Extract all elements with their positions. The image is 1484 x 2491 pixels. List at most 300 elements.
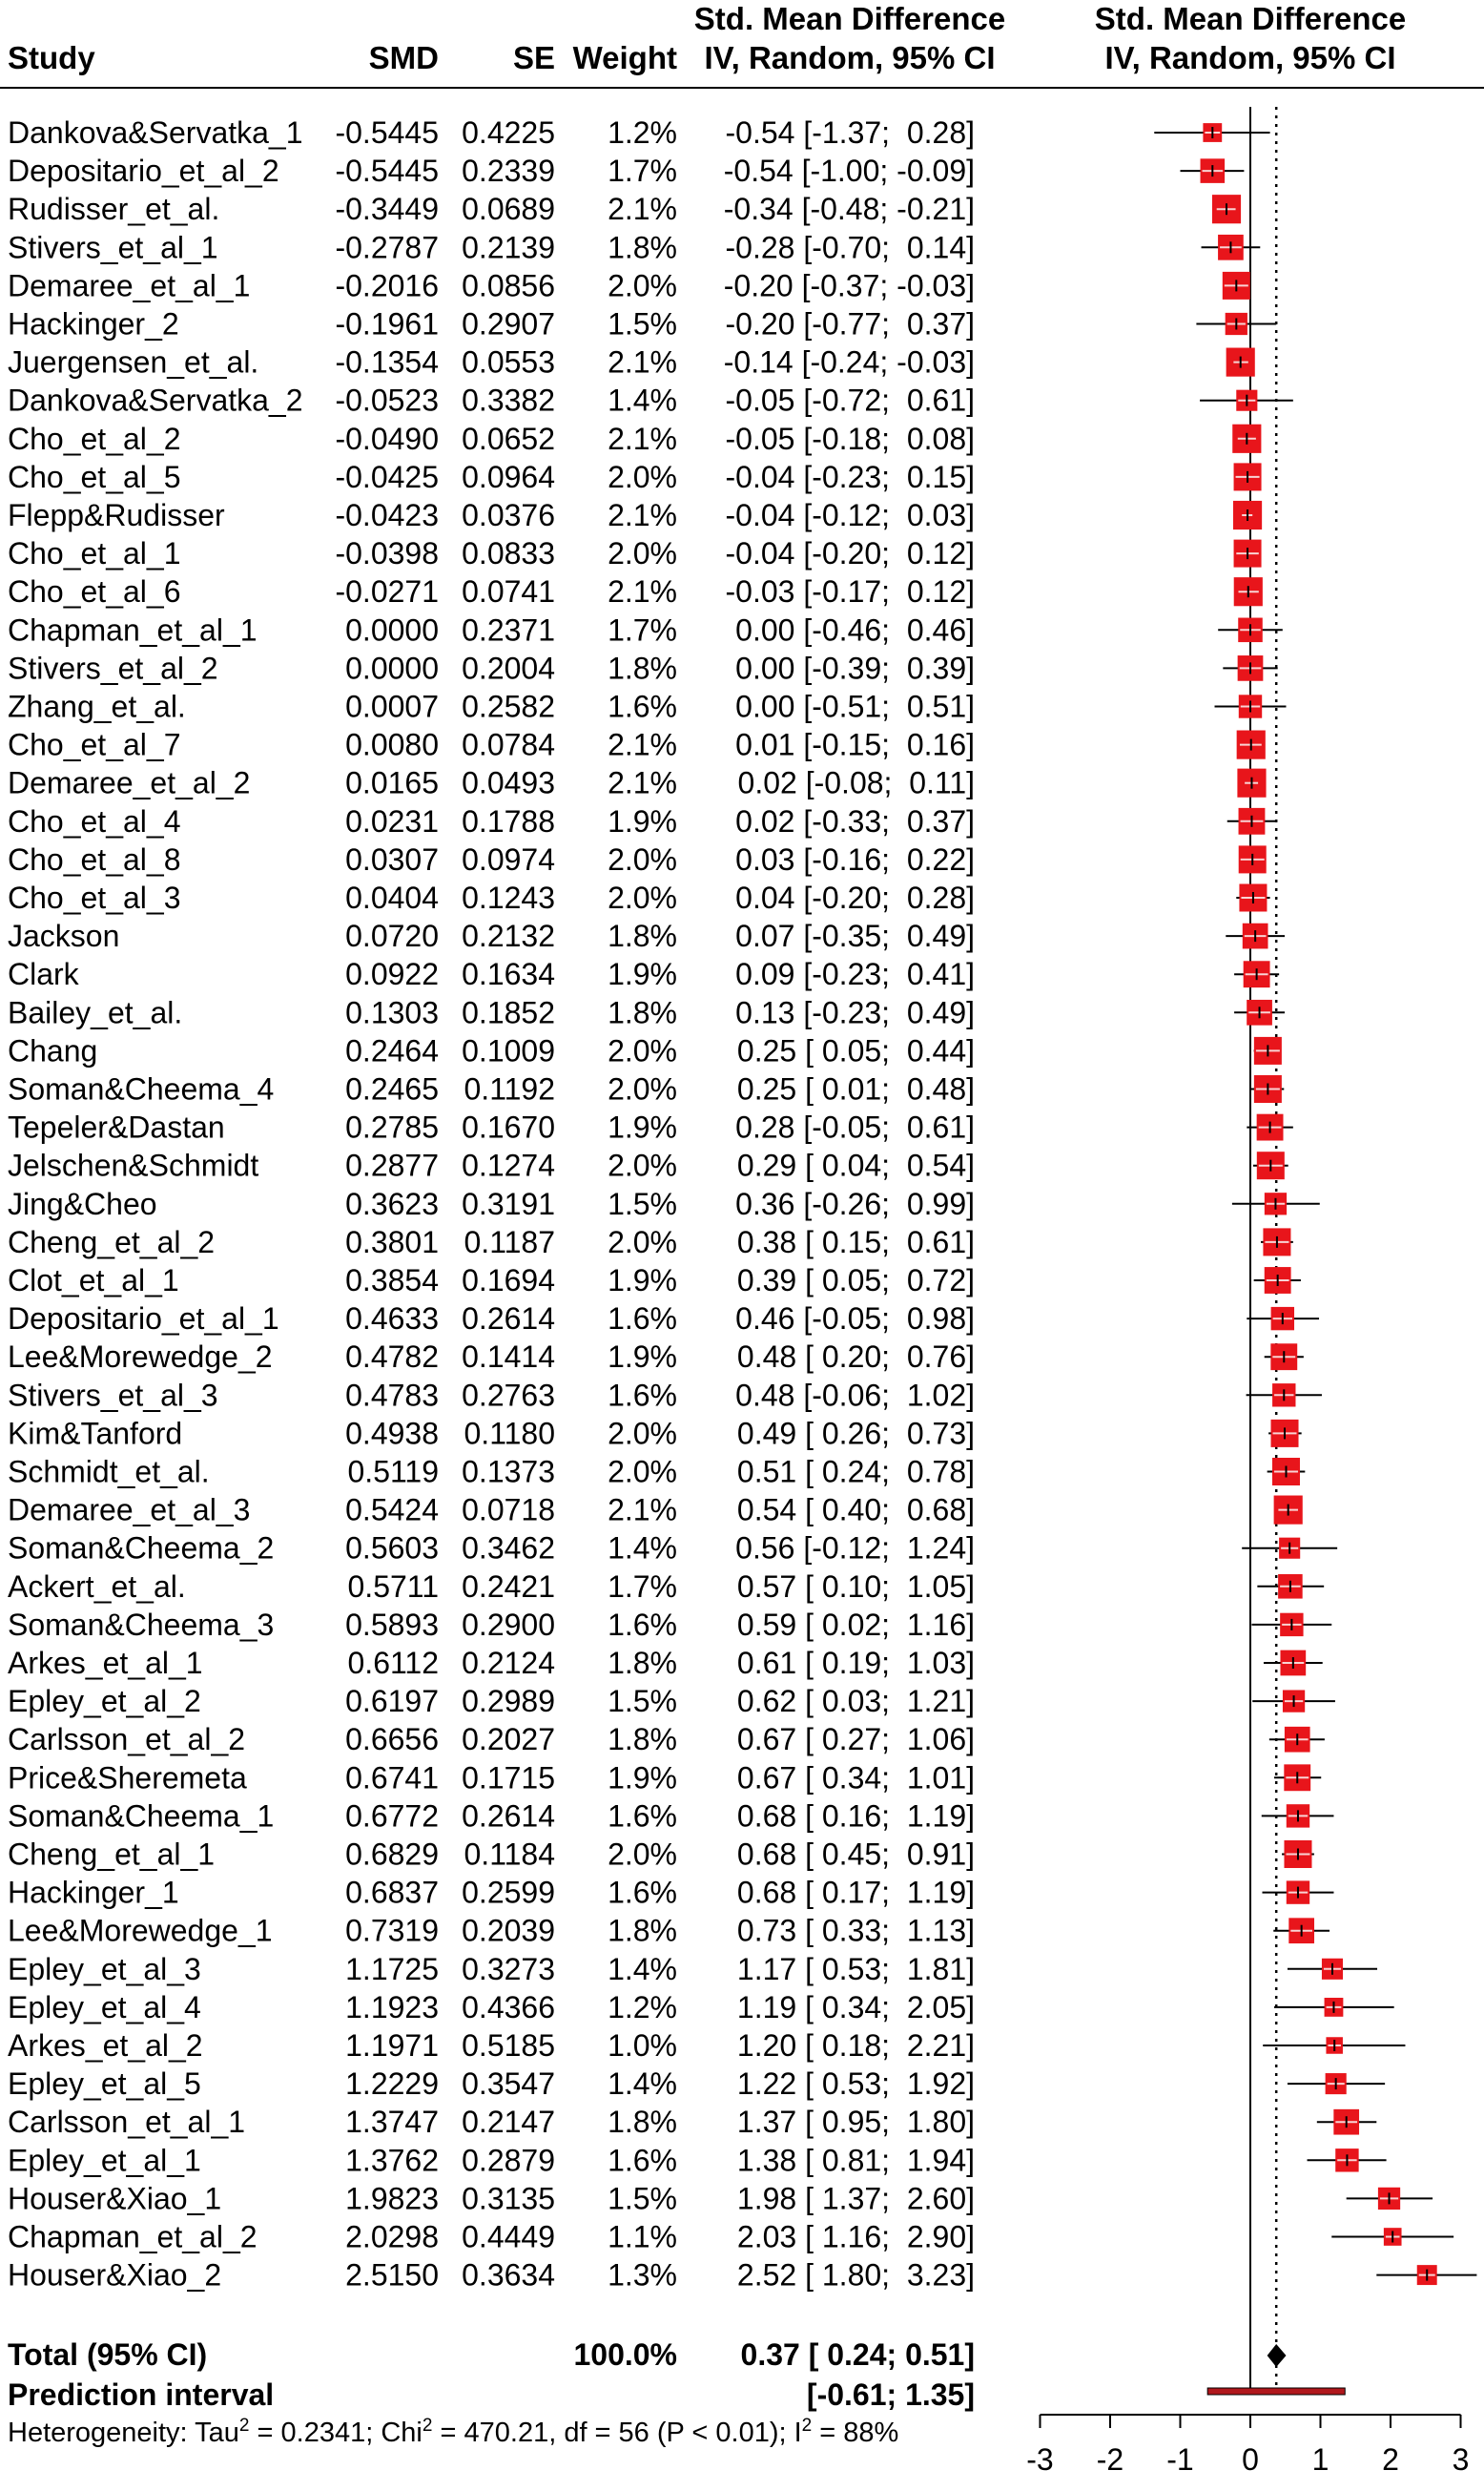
study-smd: 0.4938 bbox=[345, 1416, 439, 1451]
study-name: Lee&Morewedge_1 bbox=[8, 1913, 273, 1948]
study-se: 0.3382 bbox=[462, 383, 555, 418]
study-row bbox=[8, 690, 975, 724]
study-name: Hackinger_1 bbox=[8, 1875, 179, 1910]
prediction-interval-bar bbox=[1207, 2388, 1345, 2395]
study-name: Soman&Cheema_2 bbox=[8, 1530, 275, 1566]
study-weight: 2.0% bbox=[608, 1071, 677, 1107]
study-smd: -0.0423 bbox=[335, 498, 439, 532]
study-name: Carlsson_et_al_2 bbox=[8, 1722, 246, 1757]
study-name: Carlsson_et_al_1 bbox=[8, 2105, 246, 2140]
study-row bbox=[8, 2143, 975, 2177]
study-smd: -0.2016 bbox=[335, 268, 439, 303]
study-se: 0.0553 bbox=[462, 344, 555, 380]
study-smd: 0.6829 bbox=[345, 1837, 439, 1872]
study-ci-text: -0.34 [-0.48; -0.21] bbox=[723, 192, 975, 227]
study-ci-text: 0.68 [ 0.17; 1.19] bbox=[729, 1875, 975, 1910]
study-smd: 0.0000 bbox=[345, 651, 439, 686]
study-row bbox=[8, 230, 975, 264]
study-se: 0.2371 bbox=[462, 612, 555, 648]
study-name: Jackson bbox=[8, 919, 120, 954]
x-axis bbox=[1026, 2415, 1469, 2477]
study-row bbox=[8, 115, 975, 150]
study-smd: 0.1303 bbox=[345, 995, 439, 1030]
study-se: 0.2124 bbox=[462, 1646, 555, 1680]
study-se: 0.3135 bbox=[462, 2181, 555, 2216]
study-se: 0.2900 bbox=[462, 1607, 555, 1642]
study-smd: 0.4783 bbox=[345, 1378, 439, 1413]
study-name: Juergensen_et_al. bbox=[8, 344, 259, 380]
study-smd: -0.1354 bbox=[335, 344, 439, 380]
study-weight: 1.4% bbox=[608, 383, 677, 418]
study-se: 0.4225 bbox=[462, 115, 555, 150]
study-smd: 0.2877 bbox=[345, 1148, 439, 1183]
study-se: 0.1788 bbox=[462, 803, 555, 839]
study-ci-text: 2.03 [ 1.16; 2.90] bbox=[729, 2219, 975, 2254]
study-name: Clot_et_al_1 bbox=[8, 1263, 179, 1297]
study-ci-text: 0.29 [ 0.04; 0.54] bbox=[729, 1148, 975, 1183]
study-row bbox=[8, 1876, 975, 1910]
study-weight: 2.0% bbox=[608, 1416, 677, 1451]
study-se: 0.1373 bbox=[462, 1454, 555, 1489]
header-se: SE bbox=[512, 40, 555, 75]
study-row bbox=[8, 384, 975, 418]
study-row bbox=[8, 2105, 975, 2139]
study-ci-text: 0.36 [-0.26; 0.99] bbox=[727, 1186, 975, 1221]
study-name: Flepp&Rudisser bbox=[8, 498, 225, 532]
study-ci-text: 0.02 [-0.33; 0.37] bbox=[727, 803, 975, 839]
study-se: 0.1009 bbox=[462, 1033, 555, 1069]
study-ci-text: -0.54 [-1.37; 0.28] bbox=[725, 115, 975, 150]
study-se: 0.0964 bbox=[462, 459, 555, 494]
study-ci-text: 0.67 [ 0.34; 1.01] bbox=[729, 1760, 975, 1796]
study-se: 0.2614 bbox=[462, 1798, 555, 1834]
study-ci-text: 0.61 [ 0.19; 1.03] bbox=[729, 1646, 975, 1680]
study-name: Stivers_et_al_3 bbox=[8, 1378, 218, 1413]
study-ci-text: -0.04 [-0.20; 0.12] bbox=[725, 536, 975, 571]
study-weight: 1.9% bbox=[608, 1339, 677, 1375]
study-ci-text: -0.20 [-0.37; -0.03] bbox=[723, 268, 975, 303]
study-weight: 2.0% bbox=[608, 841, 677, 877]
total-diamond bbox=[1268, 2344, 1287, 2367]
study-name: Epley_et_al_2 bbox=[8, 1684, 201, 1719]
study-name: Houser&Xiao_1 bbox=[8, 2181, 222, 2216]
study-row bbox=[8, 1033, 975, 1068]
column-headers bbox=[0, 1, 1484, 88]
study-weight: 2.0% bbox=[608, 1454, 677, 1489]
study-se: 0.2039 bbox=[462, 1913, 555, 1948]
study-smd: 0.0231 bbox=[345, 803, 439, 839]
study-name: Demaree_et_al_1 bbox=[8, 268, 251, 303]
study-ci-text: 0.46 [-0.05; 0.98] bbox=[727, 1301, 975, 1337]
header-study: Study bbox=[8, 40, 95, 75]
study-ci-text: 0.59 [ 0.02; 1.16] bbox=[729, 1607, 975, 1642]
study-name: Depositario_et_al_1 bbox=[8, 1301, 279, 1337]
study-weight: 1.8% bbox=[608, 1722, 677, 1757]
study-weight: 1.9% bbox=[608, 803, 677, 839]
study-name: Cho_et_al_7 bbox=[8, 727, 181, 762]
study-ci-text: 0.62 [ 0.03; 1.21] bbox=[729, 1684, 975, 1719]
study-ci-text: 0.25 [ 0.01; 0.48] bbox=[729, 1071, 975, 1107]
study-row bbox=[8, 1416, 975, 1450]
study-se: 0.2599 bbox=[462, 1875, 555, 1910]
study-weight: 1.3% bbox=[608, 2257, 677, 2293]
study-name: Jing&Cheo bbox=[8, 1186, 157, 1221]
study-se: 0.2614 bbox=[462, 1301, 555, 1337]
study-se: 0.1414 bbox=[462, 1339, 555, 1375]
header-ci-line1: Std. Mean Difference bbox=[693, 1, 1006, 36]
study-smd: 1.3762 bbox=[345, 2143, 439, 2178]
study-row bbox=[8, 345, 975, 380]
study-row bbox=[8, 1111, 975, 1145]
study-weight: 1.6% bbox=[608, 689, 677, 724]
study-smd: 0.5424 bbox=[345, 1492, 439, 1527]
study-name: Epley_et_al_1 bbox=[8, 2143, 201, 2178]
study-name: Cho_et_al_8 bbox=[8, 841, 181, 877]
study-ci-text: 0.09 [-0.23; 0.41] bbox=[727, 957, 975, 992]
study-ci-text: 1.22 [ 0.53; 1.92] bbox=[729, 2066, 975, 2102]
study-ci-text: 0.56 [-0.12; 1.24] bbox=[727, 1530, 975, 1566]
study-smd: 0.5711 bbox=[347, 1568, 439, 1604]
study-ci-text: 2.52 [ 1.80; 3.23] bbox=[729, 2257, 975, 2293]
study-smd: -0.0271 bbox=[335, 574, 439, 610]
study-name: Cho_et_al_4 bbox=[8, 803, 181, 839]
study-se: 0.3191 bbox=[462, 1186, 555, 1221]
study-name: Price&Sheremeta bbox=[8, 1760, 247, 1796]
study-weight: 1.9% bbox=[608, 1110, 677, 1145]
study-smd: 0.6741 bbox=[345, 1760, 439, 1796]
study-name: Demaree_et_al_2 bbox=[8, 765, 251, 800]
study-ci-text: 1.37 [ 0.95; 1.80] bbox=[729, 2105, 975, 2140]
study-weight: 2.0% bbox=[608, 881, 677, 915]
header-ci-line2: IV, Random, 95% CI bbox=[704, 40, 996, 75]
study-smd: 0.0404 bbox=[345, 881, 439, 915]
study-name: Zhang_et_al. bbox=[8, 689, 186, 724]
study-ci-text: 0.00 [-0.46; 0.46] bbox=[727, 612, 975, 648]
study-row bbox=[8, 574, 975, 609]
study-smd: 0.6656 bbox=[345, 1722, 439, 1757]
study-smd: 2.0298 bbox=[345, 2219, 439, 2254]
prediction-ci-text: [-0.61; 1.35] bbox=[806, 2377, 975, 2412]
study-row bbox=[8, 1455, 975, 1489]
study-se: 0.2582 bbox=[462, 689, 555, 724]
x-axis-tick-label: -3 bbox=[1026, 2442, 1054, 2477]
study-weight: 1.6% bbox=[608, 1301, 677, 1337]
study-name: Cho_et_al_2 bbox=[8, 421, 181, 456]
study-weight: 1.7% bbox=[608, 1568, 677, 1604]
summary-section bbox=[8, 2337, 1345, 2448]
study-row bbox=[8, 1722, 975, 1756]
study-name: Epley_et_al_3 bbox=[8, 1951, 201, 1986]
study-weight: 1.7% bbox=[608, 154, 677, 189]
study-smd: 0.0720 bbox=[345, 919, 439, 954]
study-name: Lee&Morewedge_2 bbox=[8, 1339, 273, 1375]
study-ci-text: 0.68 [ 0.16; 1.19] bbox=[729, 1798, 975, 1834]
study-ci-text: 1.98 [ 1.37; 2.60] bbox=[729, 2181, 975, 2216]
study-row bbox=[8, 728, 975, 762]
study-row bbox=[8, 1760, 975, 1795]
study-weight: 1.6% bbox=[608, 2143, 677, 2178]
study-row bbox=[8, 460, 975, 494]
study-smd: -0.0398 bbox=[335, 536, 439, 571]
study-smd: 0.5119 bbox=[347, 1454, 439, 1489]
heterogeneity-text: Heterogeneity: Tau$^2$ = 0.2341; Chi$^2$ = 470.21, df = 56 (P < 0.01); $I^2 = 88\%$ bbox=[8, 2416, 899, 2448]
study-ci-text: 0.00 [-0.39; 0.39] bbox=[727, 651, 975, 686]
study-row bbox=[8, 919, 975, 953]
study-name: Cho_et_al_1 bbox=[8, 536, 181, 571]
study-name: Cheng_et_al_2 bbox=[8, 1224, 216, 1259]
study-se: 0.2027 bbox=[462, 1722, 555, 1757]
study-smd: 0.6837 bbox=[345, 1875, 439, 1910]
study-ci-text: 0.25 [ 0.05; 0.44] bbox=[729, 1033, 975, 1069]
study-name: Soman&Cheema_4 bbox=[8, 1071, 275, 1107]
header-plot-line2: IV, Random, 95% CI bbox=[1104, 40, 1396, 75]
x-axis-tick-label: 0 bbox=[1242, 2442, 1259, 2477]
study-weight: 1.1% bbox=[608, 2219, 677, 2254]
study-ci-text: 1.20 [ 0.18; 2.21] bbox=[729, 2028, 975, 2063]
study-se: 0.0741 bbox=[462, 574, 555, 610]
study-ci-text: -0.20 [-0.77; 0.37] bbox=[725, 306, 975, 342]
study-se: 0.1184 bbox=[464, 1837, 555, 1872]
study-smd: 0.6197 bbox=[345, 1684, 439, 1719]
study-row bbox=[8, 1339, 975, 1374]
study-row bbox=[8, 1608, 975, 1642]
study-weight: 1.9% bbox=[608, 1263, 677, 1297]
study-weight: 1.5% bbox=[608, 306, 677, 342]
study-ci-text: 0.04 [-0.20; 0.28] bbox=[727, 881, 975, 915]
study-smd: 1.2229 bbox=[345, 2066, 439, 2102]
study-weight: 2.1% bbox=[608, 765, 677, 800]
study-row bbox=[8, 1684, 975, 1718]
study-row bbox=[8, 1225, 975, 1259]
study-name: Chapman_et_al_1 bbox=[8, 612, 258, 648]
study-smd: 0.0007 bbox=[345, 689, 439, 724]
study-smd: -0.0523 bbox=[335, 383, 439, 418]
study-weight: 2.0% bbox=[608, 459, 677, 494]
study-se: 0.3462 bbox=[462, 1530, 555, 1566]
study-name: Cheng_et_al_1 bbox=[8, 1837, 216, 1872]
study-name: Chapman_et_al_2 bbox=[8, 2219, 258, 2254]
study-se: 0.0689 bbox=[462, 192, 555, 227]
study-se: 0.2004 bbox=[462, 651, 555, 686]
study-smd: 0.0000 bbox=[345, 612, 439, 648]
study-weight: 1.4% bbox=[608, 2066, 677, 2102]
study-row bbox=[8, 1072, 975, 1107]
study-se: 0.2989 bbox=[462, 1684, 555, 1719]
study-ci-text: 0.68 [ 0.45; 0.91] bbox=[729, 1837, 975, 1872]
study-se: 0.1192 bbox=[464, 1071, 555, 1107]
prediction-label: Prediction interval bbox=[8, 2377, 275, 2412]
study-ci-text: 0.00 [-0.51; 0.51] bbox=[727, 689, 975, 724]
study-weight: 1.8% bbox=[608, 230, 677, 265]
header-plot-line1: Std. Mean Difference bbox=[1094, 1, 1407, 36]
study-rows bbox=[8, 115, 975, 2293]
study-ci-text: 0.51 [ 0.24; 0.78] bbox=[729, 1454, 975, 1489]
study-name: Stivers_et_al_1 bbox=[8, 230, 218, 265]
study-se: 0.4449 bbox=[462, 2219, 555, 2254]
study-row bbox=[8, 957, 975, 991]
study-ci-text: 0.54 [ 0.40; 0.68] bbox=[729, 1492, 975, 1527]
study-ci-text: -0.05 [-0.72; 0.61] bbox=[725, 383, 975, 418]
study-name: Arkes_et_al_2 bbox=[8, 2028, 203, 2063]
study-se: 0.2907 bbox=[462, 306, 555, 342]
study-ci-text: -0.03 [-0.17; 0.12] bbox=[725, 574, 975, 610]
study-se: 0.0974 bbox=[462, 841, 555, 877]
study-row bbox=[8, 1149, 975, 1183]
study-name: Soman&Cheema_3 bbox=[8, 1607, 275, 1642]
study-weight: 1.5% bbox=[608, 1186, 677, 1221]
study-se: 0.1187 bbox=[464, 1224, 555, 1259]
study-weight: 1.0% bbox=[608, 2028, 677, 2063]
study-se: 0.2147 bbox=[462, 2105, 555, 2140]
study-name: Clark bbox=[8, 957, 79, 992]
study-name: Kim&Tanford bbox=[8, 1416, 183, 1451]
study-row bbox=[8, 1531, 975, 1566]
study-weight: 2.1% bbox=[608, 727, 677, 762]
study-name: Cho_et_al_5 bbox=[8, 459, 181, 494]
study-name: Bailey_et_al. bbox=[8, 995, 183, 1030]
x-axis-tick-label: -2 bbox=[1096, 2442, 1124, 2477]
study-row bbox=[8, 2220, 975, 2254]
study-se: 0.0652 bbox=[462, 421, 555, 456]
study-weight: 1.7% bbox=[608, 612, 677, 648]
study-ci-text: 0.48 [ 0.20; 0.76] bbox=[729, 1339, 975, 1375]
study-weight: 1.8% bbox=[608, 919, 677, 954]
study-row bbox=[8, 1493, 975, 1527]
study-weight: 1.8% bbox=[608, 651, 677, 686]
study-smd: 0.0307 bbox=[345, 841, 439, 877]
x-axis-tick-label: 2 bbox=[1382, 2442, 1399, 2477]
study-se: 0.2879 bbox=[462, 2143, 555, 2178]
study-name: Jelschen&Schmidt bbox=[8, 1148, 259, 1183]
study-se: 0.0856 bbox=[462, 268, 555, 303]
study-row bbox=[8, 1646, 975, 1680]
study-weight: 2.0% bbox=[608, 1148, 677, 1183]
study-ci-text: 1.17 [ 0.53; 1.81] bbox=[729, 1951, 975, 1986]
study-weight: 2.1% bbox=[608, 421, 677, 456]
study-smd: 0.6772 bbox=[345, 1798, 439, 1834]
study-smd: 0.4782 bbox=[345, 1339, 439, 1375]
study-row bbox=[8, 2066, 975, 2101]
study-row bbox=[8, 422, 975, 456]
study-name: Epley_et_al_4 bbox=[8, 1989, 201, 2024]
study-smd: 1.1971 bbox=[345, 2028, 439, 2063]
study-row bbox=[8, 536, 975, 571]
study-row bbox=[8, 268, 975, 302]
study-ci-text: 0.57 [ 0.10; 1.05] bbox=[729, 1568, 975, 1604]
study-smd: 0.7319 bbox=[345, 1913, 439, 1948]
study-smd: 2.5150 bbox=[345, 2257, 439, 2293]
study-se: 0.0833 bbox=[462, 536, 555, 571]
study-name: Hackinger_2 bbox=[8, 306, 179, 342]
study-ci-text: -0.54 [-1.00; -0.09] bbox=[723, 154, 975, 189]
study-weight: 1.4% bbox=[608, 1951, 677, 1986]
study-se: 0.1634 bbox=[462, 957, 555, 992]
study-ci-text: 0.01 [-0.15; 0.16] bbox=[727, 727, 975, 762]
study-name: Chang bbox=[8, 1033, 98, 1069]
study-se: 0.0376 bbox=[462, 498, 555, 532]
study-smd: -0.0490 bbox=[335, 421, 439, 456]
study-smd: 1.1725 bbox=[345, 1951, 439, 1986]
study-weight: 2.0% bbox=[608, 1033, 677, 1069]
study-se: 0.1852 bbox=[462, 995, 555, 1030]
study-smd: 0.3801 bbox=[345, 1224, 439, 1259]
study-ci-text: 0.48 [-0.06; 1.02] bbox=[727, 1378, 975, 1413]
study-se: 0.2132 bbox=[462, 919, 555, 954]
header-smd: SMD bbox=[368, 40, 439, 75]
study-se: 0.1274 bbox=[462, 1148, 555, 1183]
study-smd: -0.5445 bbox=[335, 154, 439, 189]
study-row bbox=[8, 1990, 975, 2024]
study-smd: 0.0080 bbox=[345, 727, 439, 762]
total-label: Total (95% CI) bbox=[8, 2337, 208, 2372]
header-weight: Weight bbox=[572, 40, 677, 75]
study-row bbox=[8, 995, 975, 1029]
study-row bbox=[8, 1952, 975, 1986]
study-weight: 1.2% bbox=[608, 1989, 677, 2024]
study-weight: 1.9% bbox=[608, 957, 677, 992]
study-row bbox=[8, 154, 975, 188]
study-weight: 2.0% bbox=[608, 536, 677, 571]
study-weight: 1.5% bbox=[608, 2181, 677, 2216]
study-row bbox=[8, 1837, 975, 1872]
x-axis-tick-label: 3 bbox=[1452, 2442, 1470, 2477]
study-row bbox=[8, 1569, 975, 1604]
x-axis-tick-label: -1 bbox=[1166, 2442, 1194, 2477]
study-ci-text: 0.13 [-0.23; 0.49] bbox=[727, 995, 975, 1030]
study-name: Soman&Cheema_1 bbox=[8, 1798, 275, 1834]
study-weight: 2.1% bbox=[608, 344, 677, 380]
study-row bbox=[8, 498, 975, 532]
study-name: Cho_et_al_6 bbox=[8, 574, 181, 610]
study-se: 0.1694 bbox=[462, 1263, 555, 1297]
study-row bbox=[8, 1378, 975, 1412]
study-smd: 1.9823 bbox=[345, 2181, 439, 2216]
study-weight: 1.6% bbox=[608, 1607, 677, 1642]
study-weight: 2.0% bbox=[608, 268, 677, 303]
study-smd: 0.3623 bbox=[345, 1186, 439, 1221]
study-smd: 0.0165 bbox=[345, 765, 439, 800]
study-smd: -0.1961 bbox=[335, 306, 439, 342]
study-weight: 1.6% bbox=[608, 1798, 677, 1834]
study-name: Houser&Xiao_2 bbox=[8, 2257, 222, 2293]
study-ci-text: 0.02 [-0.08; 0.11] bbox=[729, 765, 975, 800]
study-se: 0.5185 bbox=[462, 2028, 555, 2063]
study-se: 0.2139 bbox=[462, 230, 555, 265]
study-name: Depositario_et_al_2 bbox=[8, 154, 279, 189]
study-se: 0.0718 bbox=[462, 1492, 555, 1527]
study-smd: 1.3747 bbox=[345, 2105, 439, 2140]
study-smd: 0.5603 bbox=[345, 1530, 439, 1566]
study-weight: 2.1% bbox=[608, 574, 677, 610]
study-ci-text: 0.03 [-0.16; 0.22] bbox=[727, 841, 975, 877]
study-se: 0.1180 bbox=[464, 1416, 555, 1451]
study-weight: 1.2% bbox=[608, 115, 677, 150]
study-row bbox=[8, 804, 975, 839]
study-name: Tepeler&Dastan bbox=[8, 1110, 225, 1145]
study-smd: 0.2465 bbox=[345, 1071, 439, 1107]
study-smd: 0.2785 bbox=[345, 1110, 439, 1145]
study-row bbox=[8, 881, 975, 915]
study-weight: 1.8% bbox=[608, 995, 677, 1030]
study-smd: 0.5893 bbox=[345, 1607, 439, 1642]
study-se: 0.2421 bbox=[462, 1568, 555, 1604]
x-axis-tick-label: 1 bbox=[1311, 2442, 1329, 2477]
study-row bbox=[8, 651, 975, 685]
study-smd: 1.1923 bbox=[345, 1989, 439, 2024]
study-row bbox=[8, 1914, 975, 1948]
study-weight: 2.0% bbox=[608, 1224, 677, 1259]
study-weight: 2.0% bbox=[608, 1837, 677, 1872]
